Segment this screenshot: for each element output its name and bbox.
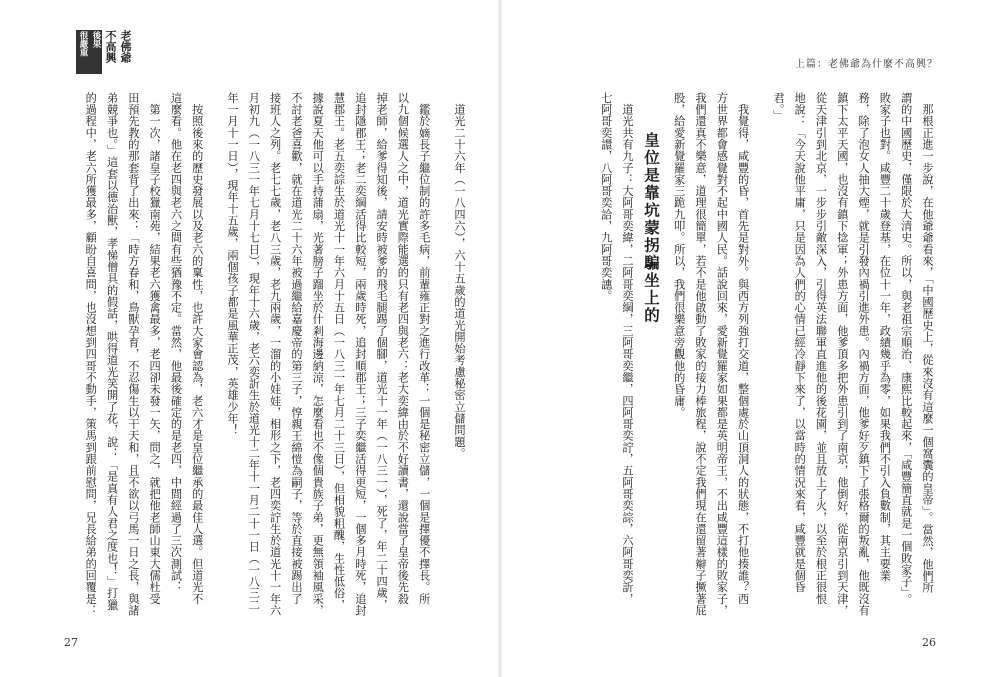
series-logo-box-2 [76, 30, 89, 74]
series-logo-line-1: 老佛爺 [119, 30, 132, 63]
right-page-text-a [661, 92, 938, 620]
paragraph-line: 鑑於嫡長子繼位制的許多毛病，前輩雍正對之進行改革：一個是秘密立儲，一個是擇優不擇長。所 [417, 92, 431, 605]
right-page-text-b [594, 92, 638, 620]
paragraph-line: 從天津引到北京，一步步引敵深入，引得英法聯軍直進他的後花園，並且放上了火，以至於根正很恨 [814, 92, 828, 605]
paragraph-line: 地說：「今天說他平庸，只是因為人們的心情已經冷靜下來了，以當時的情況來看，咸豐就是個昏 [793, 92, 807, 593]
paragraph-line: 務，除了泡女人抽大煙，就是引發內禍引進外患。內禍方面，他爹好歹鎮下了張格爾的叛亂，他既沒有 [857, 92, 871, 617]
series-logo-box-line-1: 後果 [91, 31, 101, 48]
paragraph-line: 方世界都會感覺對不起中國人民。話說回來，愛新覺羅家如果都是英明帝王，不出咸豐這樣的敗家子， [715, 92, 729, 617]
paragraph-line: 我覺得，咸豐的昏，首先是對外。與西方列強打交道，整個處於山頂洞人的狀態，不打他揍誰？西 [736, 92, 750, 605]
paragraph-line: 田預先教的那套背了出來：「時方春和，鳥獸孕育，不忍傷生以干天和，且不欲以弓馬一日之長，與諸 [126, 92, 140, 617]
paragraph-line: 接班人之列。老七七歲，老八三歲，老九兩歲，一溜的小娃娃，相形之下，老四奕詝生於道光十一年六 [268, 92, 282, 617]
series-logo [62, 30, 132, 76]
running-head: 上篇：老佛爺為什麼不高興？ [795, 59, 938, 70]
series-logo-box-line-2: 很嚴重 [78, 31, 88, 57]
paragraph-line: 年一月十一日），現年十五歲，兩個孩子都是風華正茂，英雄少年！ [226, 92, 240, 436]
paragraph-line: 道光二十六年（一八四六），六十五歲的道光開始考慮秘密立儲問題。 [453, 92, 466, 460]
right-page [500, 0, 1000, 677]
paragraph-line: 的過程中，老六所獲最多，顧盼自喜問，也沒想到四哥不動手，策馬到跟前慰問，兄長給弟的回覆是： [84, 92, 98, 617]
page-number-right: 26 [922, 636, 936, 649]
paragraph-line: 掉老師，給爹得知後，請安時被爹的飛毛腿踢了個腳，道光十一年（一八三一），死了，年二十四歲， [375, 92, 389, 611]
section-heading: 皇位是靠坑蒙拐騙坐上的 [642, 132, 661, 325]
paragraph-line: 追封隱郡王；老二奕綱活得比較短，兩歲時死，追封順郡王；三子奕繼活得更短，一個多月時死，追封 [353, 92, 367, 617]
paragraph-line: 敗家子也對。咸豐二十歲登基，在位十一年，政績幾乎為零，如果我們不引入負數制，其主要業 [878, 92, 892, 582]
paragraph-line: 謂的中國歷史，僅限於大清史。所以，與老祖宗順治、康熙比較起來，「咸豐簡直就是一個敗家子」。 [899, 92, 913, 606]
series-logo-box [89, 30, 102, 74]
paragraph-line: 道光共有九子：大阿哥奕緯，二阿哥奕綱，三阿哥奕繼，四阿哥奕詝，五阿哥奕誴，六阿哥奕訢， [621, 92, 634, 605]
paragraph-line: 第一次，諸皇子校獵南苑，結果老六獲禽最多，老四卻未發一矢，問之，就把他老師山東大儒杜受 [148, 92, 162, 605]
paragraph-line: 按照後來的歷史發展以及老六的稟性，也許大家會認為，老六才是皇位繼承的最佳人選。但道光不 [190, 92, 204, 605]
paragraph-line: 君。」 [771, 92, 785, 122]
paragraph-line: 鎮下太平天國，也沒有鎮下捻軍；外患方面，他爹頂多把外患引到了南京，他倒好，從南京引到天津， [835, 92, 849, 617]
paragraph-line: 月初九（一八三一年七月十七日），現年十六歲，老六奕訢生於道光十二年十一月二十一日（一八三二 [247, 92, 261, 611]
paragraph-line: 據說夏天他可以手持蒲扇，光著膀子蹓坐於什剎海邊納涼，怎麼看也不像個貴族子弟，更無領袖風采， [311, 92, 325, 617]
paragraph-line: 慧郡王。老五奕誴生於道光十一年六月十五日（一八三一年七月二十三日），但相貌粗醜，生性低俗， [332, 92, 346, 611]
paragraph-line: 以九個候選人之中，道光實際能選的只有老四與老六：老大奕緯由於不好讀書，還說當了皇帝後先殺 [396, 92, 410, 605]
page-number-left: 27 [64, 636, 78, 649]
paragraph-line: 七阿哥奕譞，八阿哥奕詥，九阿哥奕譓。 [599, 92, 613, 302]
series-logo-line-2: 不高興 [104, 30, 117, 63]
paragraph-line: 不討老爸喜歡，就在道光二十六年被過繼給嘉慶帝的第三子，惇親王綿愷為嗣子，等於直接被踢出了 [289, 92, 303, 605]
paragraph-line: 弟競爭也。」這套以德治獸，孝悌僧具的假話，哄得道光笑開了花，說：「是真有人君之度也！」打獵 [105, 92, 119, 611]
paragraph-line: 那根正進一步說，在他爺爺看來，「中國歷史上，從來沒有這麼一個窩囊的皇帝」。當然，他們所 [921, 92, 934, 594]
left-page-text [70, 92, 470, 620]
paragraph-line: 我們還真不樂意，道理很簡單，若不是他啟動了敗家的接力棒旅程，說不定我們現在還留著辮子撅著屁 [694, 92, 708, 617]
paragraph-line: 這麼看。他在老四與老六之間有些猶豫不定。當然，他最後確定的是老四，中間經過了三次測試： [169, 92, 183, 593]
paragraph-line: 股，給愛新覺羅家三跪九叩。所以，我們很樂意旁觀他的昏庸。 [672, 92, 686, 419]
